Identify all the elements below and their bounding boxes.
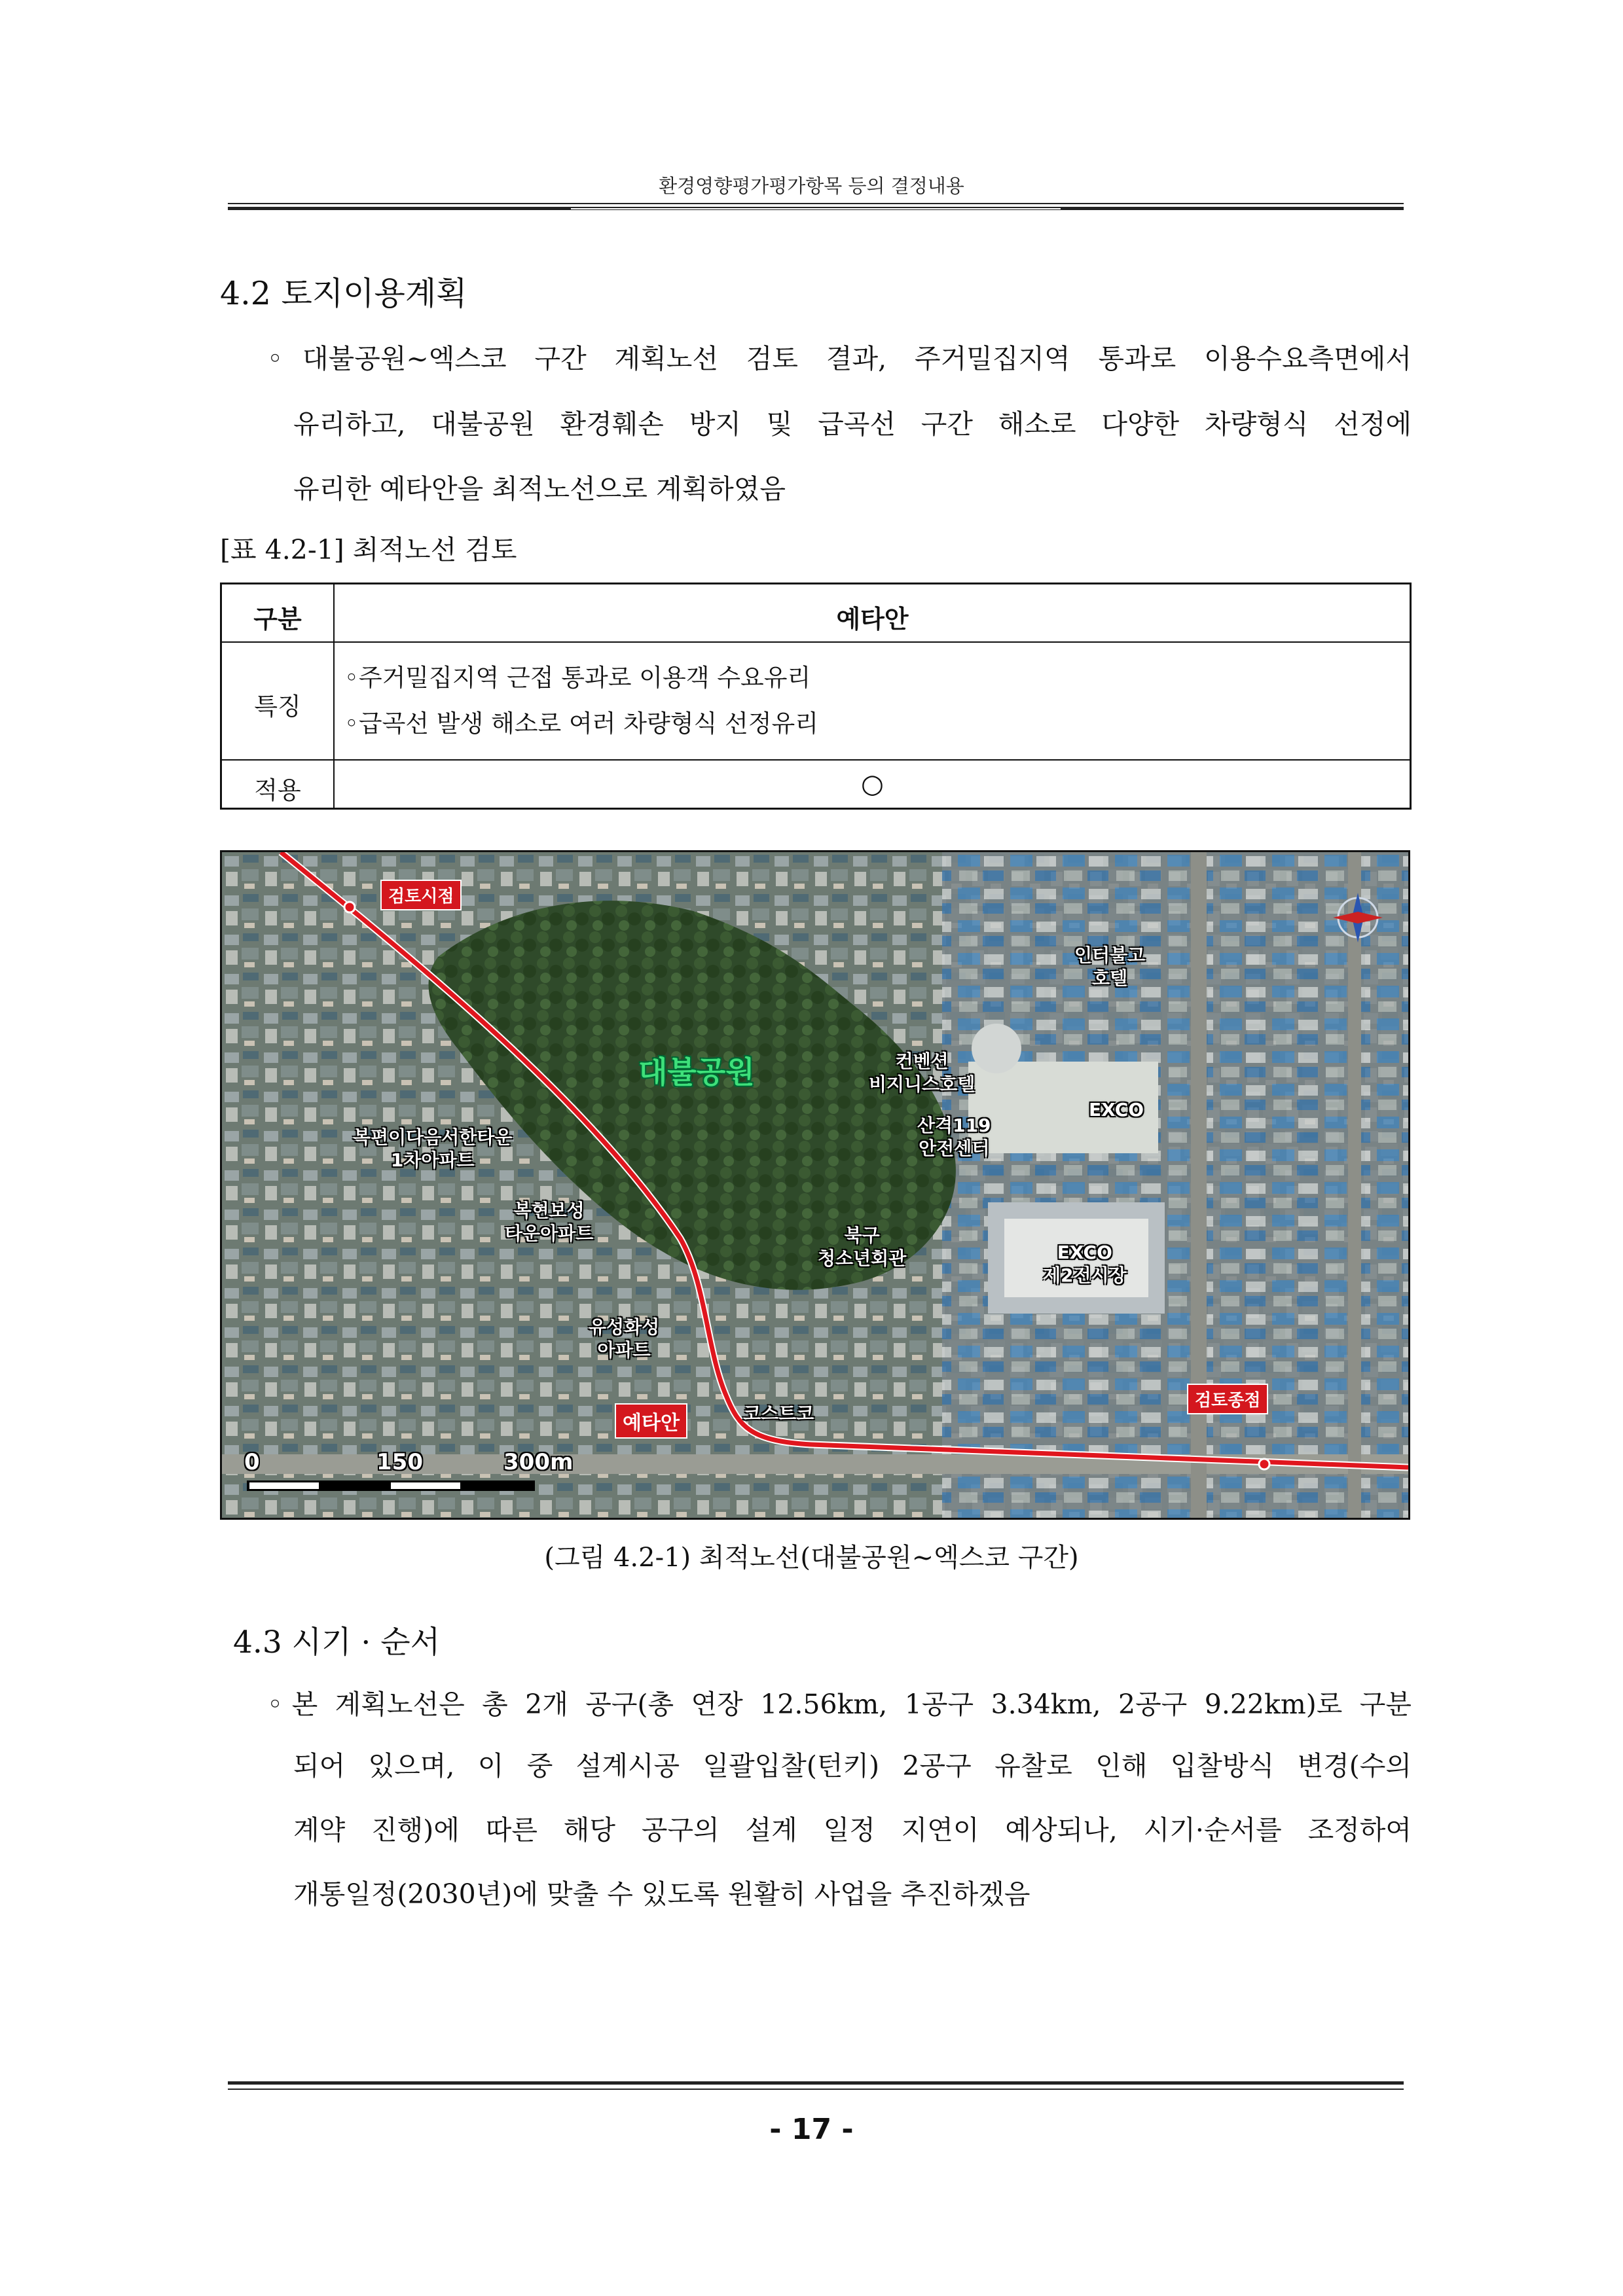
running-header: 환경영향평가평가항목 등의 결정내용 — [659, 175, 964, 197]
map-image — [222, 852, 1408, 1518]
table-row-label: 특징 — [254, 692, 301, 721]
route-option-tag: 예타안 — [615, 1403, 687, 1439]
map-label-convention: 컨벤션 비지니스호텔 — [869, 1050, 976, 1095]
map-label-exco-hall2: EXCO 제2전시장 — [1043, 1242, 1127, 1286]
paragraph-line: 개통일정(2030년)에 맞출 수 있도록 원활히 사업을 추진하겠음 — [293, 1878, 1030, 1910]
paragraph-line: ◦대불공원∼엑스코 구간 계획노선 검토 결과, 주거밀집지역 통과로 이용수요측면에서 — [267, 343, 1412, 374]
page-number: - 17 - — [769, 2113, 854, 2146]
scale-label: 300m — [503, 1449, 574, 1475]
map-label-apartment: 복편이다음서한타운 1차아파트 — [353, 1126, 513, 1171]
paragraph-line: ◦본 계획노선은 총 2개 공구(총 연장 12.56km, 1공구 3.34km, 2공구 9.22km)로 구분 — [267, 1689, 1412, 1720]
table-caption: [표 4.2-1] 최적노선 검토 — [220, 534, 517, 565]
footer-rule-thick — [228, 2081, 1404, 2085]
table-header-option: 예타안 — [836, 605, 909, 634]
scale-bar — [247, 1480, 535, 1491]
table-cell-line: ◦급곡선 발생 해소로 여러 차량형식 선정유리 — [344, 709, 818, 738]
route-start-tag: 검토시점 — [380, 880, 462, 910]
scale-label: 150 — [376, 1449, 423, 1475]
criteria-table — [220, 583, 1412, 810]
section-title-4-2: 4.2 토지이용계획 — [220, 275, 467, 312]
table-row-divider — [222, 759, 1410, 761]
map-label-costco: 코스트코 — [743, 1403, 814, 1424]
header-rule — [228, 203, 1404, 204]
table-row-divider — [222, 641, 1410, 643]
map-label-apartment: 유성화성 아파트 — [589, 1316, 660, 1361]
paragraph-line: 유리하고, 대불공원 환경훼손 방지 및 급곡선 구간 해소로 다양한 차량형식 선정에 — [293, 408, 1412, 440]
map-label-apartment: 복현보성 타운아파트 — [505, 1200, 594, 1244]
paragraph-line: 유리한 예타안을 최적노선으로 계획하였음 — [293, 473, 786, 505]
header-rule-gap — [571, 208, 1061, 209]
paragraph-line: 계약 진행)에 따른 해당 공구의 설계 일정 지연이 예상되나, 시기·순서를 조정하여 — [293, 1814, 1412, 1846]
route-end-tag: 검토종점 — [1187, 1384, 1268, 1414]
map-label-exco: EXCO — [1089, 1099, 1144, 1121]
map-label-youth-center: 북구 청소년회관 — [818, 1225, 907, 1269]
map-park-label: 대불공원 — [638, 1054, 755, 1090]
map-label-safety-center: 산격119 안전센터 — [917, 1115, 991, 1159]
scale-label: 0 — [244, 1449, 260, 1475]
footer-rule — [228, 2089, 1404, 2090]
aerial-map — [220, 850, 1410, 1520]
table-cell-applied: ○ — [861, 769, 884, 799]
map-label-hotel: 인터불고 호텔 — [1074, 944, 1146, 989]
section-title-4-3: 4.3 시기 · 순서 — [233, 1624, 441, 1660]
table-header-category: 구분 — [253, 605, 302, 634]
table-row-label: 적용 — [254, 776, 301, 804]
table-cell-line: ◦주거밀집지역 근접 통과로 이용객 수요유리 — [344, 664, 811, 692]
figure-caption: (그림 4.2-1) 최적노선(대불공원∼엑스코 구간) — [544, 1543, 1079, 1573]
paragraph-line: 되어 있으며, 이 중 설계시공 일괄입찰(턴키) 2공구 유찰로 인해 입찰방식 변경(수의 — [293, 1750, 1412, 1782]
